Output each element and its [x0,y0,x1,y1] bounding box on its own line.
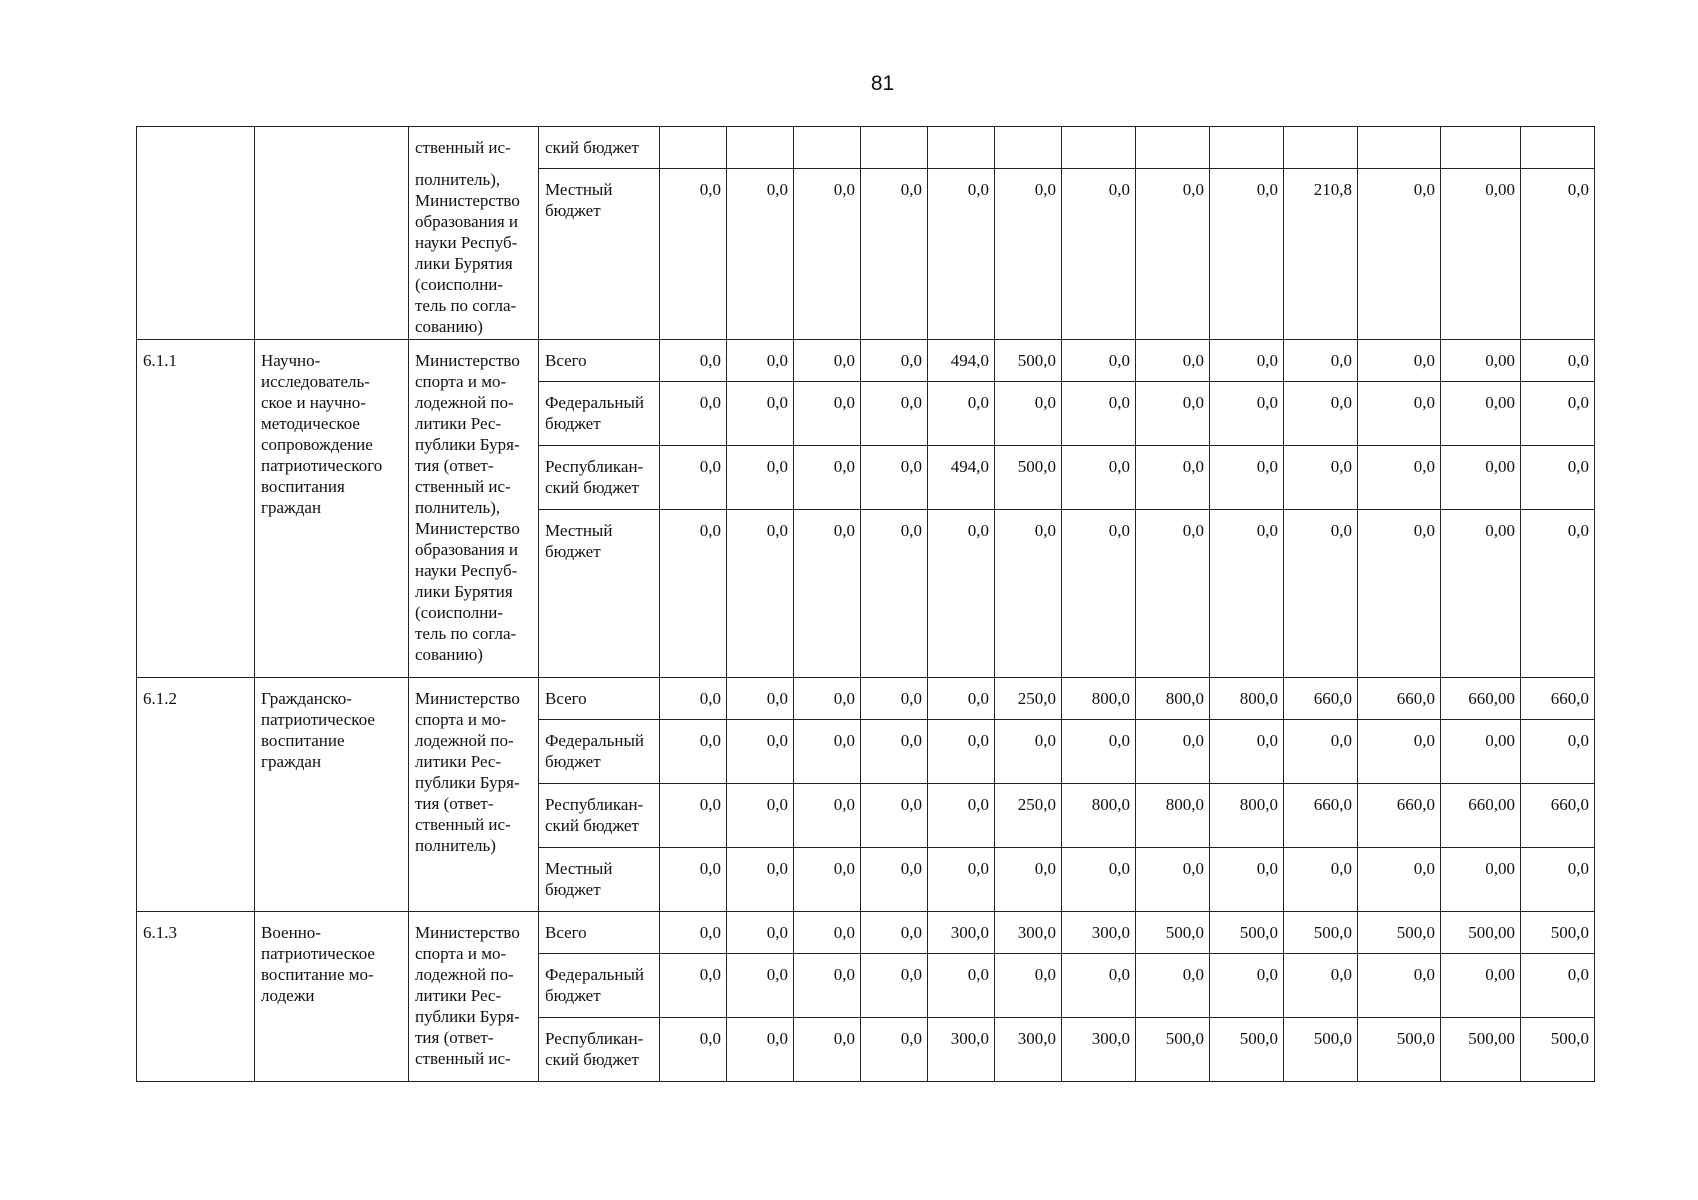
value-cell: 0,0 [1210,339,1284,381]
value-cell: 0,0 [995,381,1062,445]
code-cell [137,127,255,340]
value-cell: 660,0 [1358,783,1441,847]
value-cell: 0,0 [660,911,727,953]
value-cell: 0,00 [1441,509,1521,677]
funding-source: Республикан- ский бюджет [539,783,660,847]
value-cell: 0,0 [1136,847,1210,911]
value-cell: 0,0 [727,381,794,445]
funding-source: Местный бюджет [539,847,660,911]
value-cell: 0,0 [794,911,861,953]
value-cell: 0,0 [1284,847,1358,911]
value-cell: 0,0 [928,509,995,677]
item-code: 6.1.1 [137,339,255,677]
value-cell: 800,0 [1136,783,1210,847]
value-cell: 0,0 [928,381,995,445]
value-cell: 0,0 [1136,719,1210,783]
funding-source: Федеральный бюджет [539,381,660,445]
value-cell: 0,0 [1358,445,1441,509]
value-cell: 0,0 [861,445,928,509]
value-cell: 0,0 [794,339,861,381]
value-cell: 500,0 [1521,1017,1595,1081]
value-cell: 660,00 [1441,783,1521,847]
value-cell: 0,00 [1441,719,1521,783]
value-cell: 0,0 [1062,445,1136,509]
value-cell: 0,0 [1358,381,1441,445]
funding-source: Местный бюджет [539,509,660,677]
item-executor: Министерство спорта и мо- лодежной по- литики Рес- публики Буря- тия (ответ- ственный ис- полнитель) [409,677,539,911]
value-cell [861,127,928,169]
value-cell: 0,0 [1062,339,1136,381]
value-cell [1062,127,1136,169]
value-cell: 500,0 [1358,911,1441,953]
value-cell: 0,0 [995,509,1062,677]
value-cell: 250,0 [995,783,1062,847]
value-cell: 0,0 [1358,953,1441,1017]
value-cell: 0,0 [1521,445,1595,509]
value-cell: 0,0 [1062,509,1136,677]
table-body [137,127,1595,1082]
value-cell: 500,00 [1441,911,1521,953]
value-cell: 0,0 [794,381,861,445]
value-cell: 0,0 [727,783,794,847]
value-cell: 0,0 [1358,719,1441,783]
value-cell: 0,0 [794,953,861,1017]
value-cell: 0,0 [727,339,794,381]
value-cell: 300,0 [928,1017,995,1081]
value-cell: 0,0 [660,953,727,1017]
value-cell: 0,0 [727,677,794,719]
value-cell: 0,0 [995,847,1062,911]
value-cell: 500,0 [1136,1017,1210,1081]
value-cell: 0,0 [1284,339,1358,381]
value-cell: 300,0 [995,911,1062,953]
value-cell: 0,0 [660,847,727,911]
value-cell: 0,0 [1358,847,1441,911]
value-cell: 0,0 [861,509,928,677]
value-cell: 300,0 [1062,911,1136,953]
value-cell: 0,0 [794,1017,861,1081]
item-code: 6.1.2 [137,677,255,911]
item-code: 6.1.3 [137,911,255,1081]
value-cell: 0,0 [1284,719,1358,783]
value-cell: 0,0 [928,719,995,783]
value-cell: 0,0 [1136,953,1210,1017]
value-cell: 0,0 [861,1017,928,1081]
table-row [137,127,1595,169]
value-cell: 0,0 [1210,445,1284,509]
value-cell: 0,0 [1358,509,1441,677]
value-cell: 0,00 [1441,445,1521,509]
value-cell: 0,0 [928,677,995,719]
value-cell: 0,0 [660,509,727,677]
value-cell: 660,00 [1441,677,1521,719]
value-cell: 0,0 [727,509,794,677]
executor-cell: полнитель), Министерство образования и науки Респуб- лики Бурятия (соисполни- тель по согла- сованию) [409,169,539,340]
value-cell: 0,0 [995,719,1062,783]
source-cell: ский бюджет [539,127,660,169]
funding-source: Республикан- ский бюджет [539,445,660,509]
value-cell: 0,0 [995,169,1062,340]
table-row [137,911,1595,953]
value-cell: 0,0 [1136,445,1210,509]
value-cell [995,127,1062,169]
value-cell: 0,0 [1521,339,1595,381]
value-cell: 660,0 [1284,783,1358,847]
value-cell: 0,0 [660,719,727,783]
item-name: Военно- патриотическое воспитание мо- лодежи [255,911,409,1081]
value-cell: 0,0 [1284,445,1358,509]
value-cell: 0,0 [1136,381,1210,445]
value-cell: 0,0 [794,719,861,783]
item-name: Научно- исследователь- ское и научно- методическое сопровождение патриотического воспитания граждан [255,339,409,677]
value-cell: 0,0 [861,911,928,953]
value-cell: 0,0 [861,847,928,911]
value-cell: 0,0 [1210,381,1284,445]
value-cell: 500,00 [1441,1017,1521,1081]
value-cell: 250,0 [995,677,1062,719]
value-cell: 500,0 [1210,1017,1284,1081]
value-cell: 0,0 [1210,169,1284,340]
value-cell: 494,0 [928,339,995,381]
value-cell: 0,0 [1358,169,1441,340]
value-cell: 0,0 [1062,381,1136,445]
value-cell: 210,8 [1284,169,1358,340]
value-cell: 0,0 [928,169,995,340]
value-cell: 0,0 [660,783,727,847]
value-cell: 660,0 [1521,783,1595,847]
value-cell: 0,0 [1136,169,1210,340]
value-cell: 0,0 [660,339,727,381]
value-cell: 0,0 [1358,339,1441,381]
value-cell: 500,0 [995,339,1062,381]
value-cell: 300,0 [1062,1017,1136,1081]
value-cell: 0,0 [1521,847,1595,911]
value-cell: 0,0 [660,445,727,509]
value-cell: 0,0 [928,847,995,911]
value-cell: 0,0 [660,381,727,445]
funding-source: Республикан- ский бюджет [539,1017,660,1081]
value-cell: 0,0 [727,847,794,911]
table-row [137,339,1595,381]
value-cell: 0,0 [660,169,727,340]
value-cell [727,127,794,169]
funding-source: Федеральный бюджет [539,719,660,783]
value-cell: 0,0 [1284,509,1358,677]
value-cell [794,127,861,169]
value-cell: 0,0 [794,509,861,677]
value-cell: 0,0 [1521,509,1595,677]
value-cell: 500,0 [995,445,1062,509]
value-cell: 300,0 [995,1017,1062,1081]
value-cell: 500,0 [1136,911,1210,953]
value-cell: 0,0 [861,783,928,847]
value-cell: 0,0 [660,677,727,719]
value-cell: 0,0 [794,445,861,509]
funding-source: Федеральный бюджет [539,953,660,1017]
value-cell: 0,0 [1210,509,1284,677]
value-cell: 500,0 [1521,911,1595,953]
executor-cell: ственный ис- [409,127,539,169]
value-cell: 0,0 [794,847,861,911]
value-cell: 800,0 [1210,783,1284,847]
item-executor: Министерство спорта и мо- лодежной по- литики Рес- публики Буря- тия (ответ- ственный ис- полнитель), Министерство образования и науки Респуб- лики Бурятия (соисполни- тель по согла- сованию) [409,339,539,677]
funding-source: Всего [539,339,660,381]
value-cell: 0,00 [1441,169,1521,340]
value-cell: 0,00 [1441,953,1521,1017]
value-cell: 0,0 [1136,339,1210,381]
value-cell: 800,0 [1062,677,1136,719]
value-cell: 0,0 [1284,381,1358,445]
value-cell: 0,0 [1210,847,1284,911]
value-cell: 0,0 [928,783,995,847]
value-cell: 0,0 [794,677,861,719]
value-cell: 500,0 [1358,1017,1441,1081]
value-cell: 0,0 [1062,847,1136,911]
value-cell: 0,0 [1210,953,1284,1017]
value-cell: 0,0 [861,719,928,783]
funding-source: Всего [539,677,660,719]
value-cell: 500,0 [1284,911,1358,953]
value-cell: 0,0 [1521,953,1595,1017]
value-cell [928,127,995,169]
value-cell: 0,0 [794,783,861,847]
value-cell: 0,0 [727,911,794,953]
value-cell: 300,0 [928,911,995,953]
value-cell: 0,00 [1441,381,1521,445]
value-cell: 0,0 [1210,719,1284,783]
value-cell: 0,0 [1521,719,1595,783]
value-cell: 0,0 [861,169,928,340]
value-cell: 800,0 [1210,677,1284,719]
value-cell: 660,0 [1521,677,1595,719]
funding-source: Всего [539,911,660,953]
value-cell [1441,127,1521,169]
value-cell: 0,0 [928,953,995,1017]
value-cell: 500,0 [1284,1017,1358,1081]
value-cell: 660,0 [1358,677,1441,719]
value-cell: 0,0 [1284,953,1358,1017]
page-number: 81 [870,72,895,95]
value-cell: 494,0 [928,445,995,509]
name-cell [255,127,409,340]
value-cell: 0,0 [861,381,928,445]
value-cell: 0,0 [995,953,1062,1017]
budget-table [136,126,1595,1082]
value-cell: 0,0 [660,1017,727,1081]
value-cell: 0,0 [727,953,794,1017]
value-cell [1136,127,1210,169]
value-cell: 0,0 [1062,719,1136,783]
value-cell: 0,0 [1062,953,1136,1017]
table-row [137,677,1595,719]
value-cell [1284,127,1358,169]
value-cell: 660,0 [1284,677,1358,719]
value-cell: 0,0 [1136,509,1210,677]
value-cell: 0,0 [1521,169,1595,340]
value-cell: 0,0 [727,719,794,783]
value-cell [1358,127,1441,169]
value-cell: 0,0 [727,169,794,340]
value-cell: 0,0 [861,953,928,1017]
value-cell [1210,127,1284,169]
value-cell: 0,0 [727,445,794,509]
value-cell: 800,0 [1062,783,1136,847]
value-cell: 0,0 [1521,381,1595,445]
value-cell: 0,00 [1441,339,1521,381]
value-cell: 800,0 [1136,677,1210,719]
value-cell [1521,127,1595,169]
value-cell: 0,0 [794,169,861,340]
value-cell: 0,00 [1441,847,1521,911]
value-cell: 500,0 [1210,911,1284,953]
item-executor: Министерство спорта и мо- лодежной по- литики Рес- публики Буря- тия (ответ- ственный ис- [409,911,539,1081]
value-cell: 0,0 [861,339,928,381]
value-cell: 0,0 [727,1017,794,1081]
value-cell [660,127,727,169]
source-cell: Местный бюджет [539,169,660,340]
value-cell: 0,0 [1062,169,1136,340]
value-cell: 0,0 [861,677,928,719]
item-name: Гражданско- патриотическое воспитание граждан [255,677,409,911]
